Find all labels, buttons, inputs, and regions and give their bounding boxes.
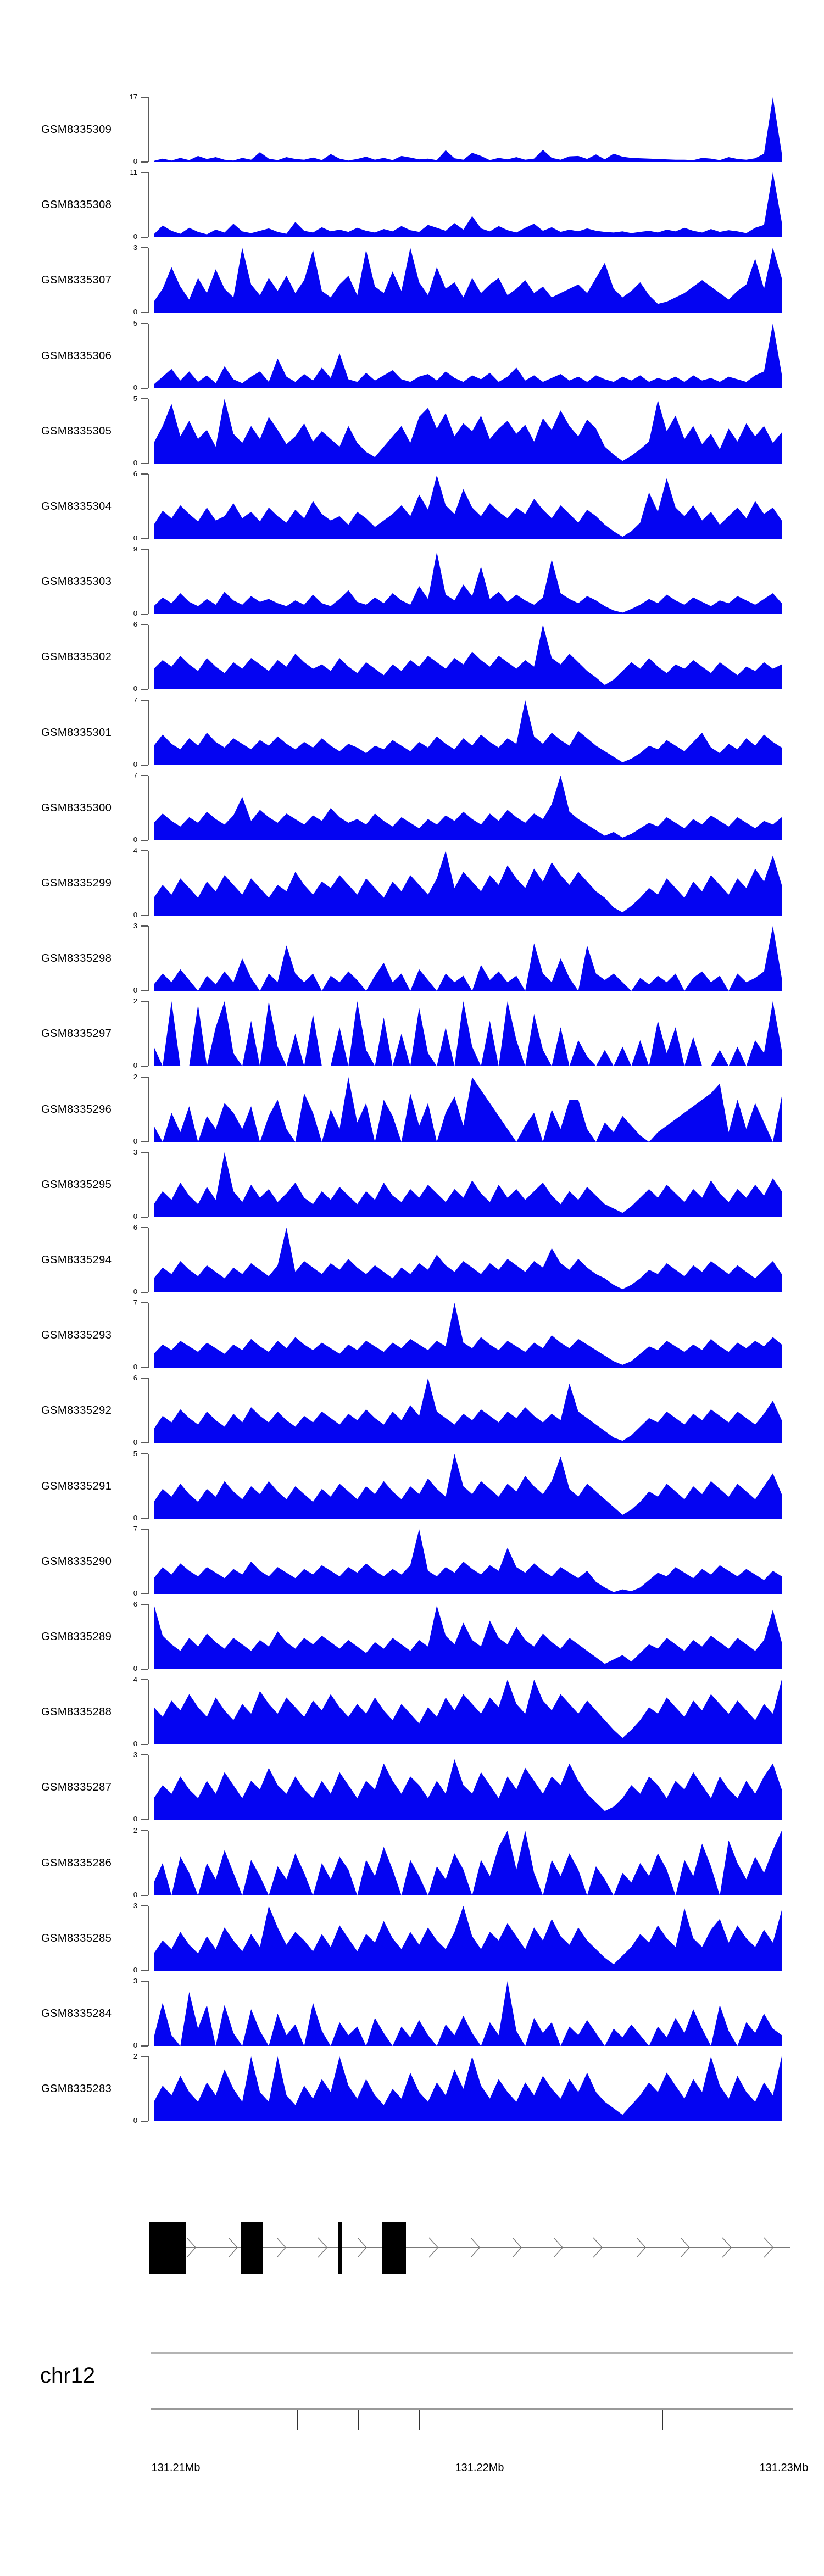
- coverage-track-row: [0, 1298, 824, 1371]
- coverage-track-row: [0, 771, 824, 844]
- sample-label: GSM8335306: [41, 349, 112, 362]
- coverage-track-row: [0, 1750, 824, 1823]
- y-axis-line: [148, 1604, 149, 1669]
- y-axis-zero-tick: [141, 2045, 148, 2047]
- sample-label: GSM8335294: [41, 1253, 112, 1266]
- y-axis-top-tick: [141, 473, 148, 475]
- axis-tick-label: 131.22Mb: [455, 2462, 504, 2474]
- coverage-track-row: [0, 846, 824, 919]
- coverage-area-chart: [154, 1152, 782, 1217]
- y-axis-zero-tick: [141, 388, 148, 389]
- axis-line: [151, 2408, 793, 2410]
- y-axis-line: [148, 1228, 149, 1292]
- sample-label: GSM8335309: [41, 123, 112, 136]
- y-axis-zero-tick: [141, 1217, 148, 1218]
- coverage-track-row: [0, 1826, 824, 1899]
- strand-arrow-icon: [227, 2237, 239, 2259]
- y-axis-top-tick: [141, 398, 148, 399]
- y-axis-zero-label: 0: [133, 1287, 137, 1296]
- sample-label: GSM8335298: [41, 952, 112, 964]
- y-axis-line: [148, 2056, 149, 2121]
- y-axis-line: [148, 851, 149, 916]
- strand-arrow-icon: [356, 2237, 368, 2259]
- strand-arrow-icon: [469, 2237, 481, 2259]
- y-axis-zero-tick: [141, 1442, 148, 1443]
- y-axis-line: [148, 97, 149, 162]
- y-axis-zero-label: 0: [133, 1815, 137, 1823]
- y-axis-max-label: 6: [133, 470, 137, 478]
- coverage-area-chart: [154, 1680, 782, 1744]
- y-axis-max-label: 3: [133, 922, 137, 930]
- y-axis-top-tick: [141, 1378, 148, 1379]
- coverage-track-row: [0, 243, 824, 316]
- coverage-area-chart: [154, 1303, 782, 1368]
- coverage-area-chart: [154, 1604, 782, 1669]
- y-axis-top-tick: [141, 1754, 148, 1755]
- coverage-track-row: [0, 997, 824, 1069]
- y-axis-line: [148, 324, 149, 388]
- y-axis-line: [148, 700, 149, 765]
- axis-minor-tick: [419, 2410, 420, 2430]
- coverage-area-chart: [154, 399, 782, 464]
- y-axis-max-label: 9: [133, 545, 137, 553]
- y-axis-max-label: 3: [133, 243, 137, 252]
- y-axis-max-label: 11: [130, 168, 137, 176]
- y-axis-zero-tick: [141, 1744, 148, 1745]
- y-axis-line: [148, 1755, 149, 1820]
- y-axis-line: [148, 625, 149, 689]
- coverage-area-chart: [154, 625, 782, 689]
- strand-arrow-icon: [679, 2237, 691, 2259]
- coverage-track-row: [0, 1977, 824, 2049]
- y-axis-line: [148, 399, 149, 464]
- coverage-track-row: [0, 2052, 824, 2125]
- y-axis-zero-tick: [141, 2121, 148, 2122]
- y-axis-zero-tick: [141, 915, 148, 916]
- y-axis-max-label: 3: [133, 1750, 137, 1759]
- y-axis-top-tick: [141, 1529, 148, 1530]
- sample-label: GSM8335293: [41, 1329, 112, 1341]
- y-axis-zero-tick: [141, 1895, 148, 1896]
- coverage-track-row: [0, 394, 824, 467]
- coverage-area-chart: [154, 1228, 782, 1292]
- gene-exon: [241, 2222, 263, 2274]
- y-axis-zero-tick: [141, 1669, 148, 1670]
- y-axis-zero-tick: [141, 1367, 148, 1368]
- y-axis-line: [148, 1001, 149, 1066]
- sample-label: GSM8335295: [41, 1178, 112, 1191]
- y-axis-top-tick: [141, 2056, 148, 2057]
- y-axis-line: [148, 474, 149, 539]
- y-axis-max-label: 5: [133, 394, 137, 403]
- sample-label: GSM8335303: [41, 575, 112, 588]
- coverage-area-chart: [154, 248, 782, 313]
- y-axis-top-tick: [141, 247, 148, 248]
- y-axis-line: [148, 172, 149, 237]
- coverage-area-chart: [154, 1831, 782, 1895]
- y-axis-top-tick: [141, 1830, 148, 1831]
- y-axis-zero-tick: [141, 538, 148, 539]
- y-axis-zero-label: 0: [133, 1891, 137, 1899]
- y-axis-max-label: 6: [133, 1600, 137, 1608]
- y-axis-zero-tick: [141, 614, 148, 615]
- sample-label: GSM8335299: [41, 877, 112, 889]
- strand-arrow-icon: [275, 2237, 287, 2259]
- y-axis-top-tick: [141, 925, 148, 927]
- y-axis-line: [148, 776, 149, 840]
- y-axis-top-tick: [141, 1453, 148, 1454]
- gene-exon: [382, 2222, 406, 2274]
- coverage-track-row: [0, 168, 824, 241]
- coverage-track-row: [0, 1449, 824, 1522]
- coverage-area-chart: [154, 1077, 782, 1142]
- y-axis-zero-label: 0: [133, 1137, 137, 1145]
- coverage-area-chart: [154, 97, 782, 162]
- axis-minor-tick: [662, 2410, 663, 2430]
- y-axis-zero-tick: [141, 1292, 148, 1293]
- strand-arrow-icon: [427, 2237, 439, 2259]
- y-axis-max-label: 6: [133, 620, 137, 628]
- strand-arrow-icon: [316, 2237, 329, 2259]
- sample-label: GSM8335287: [41, 1781, 112, 1793]
- y-axis-top-tick: [141, 549, 148, 550]
- y-axis-max-label: 3: [133, 1977, 137, 1985]
- sample-label: GSM8335304: [41, 500, 112, 512]
- y-axis-zero-label: 0: [133, 232, 137, 241]
- coverage-track-row: [0, 319, 824, 392]
- coverage-track-row: [0, 470, 824, 542]
- y-axis-max-label: 17: [129, 93, 137, 101]
- sample-label: GSM8335301: [41, 726, 112, 739]
- y-axis-top-tick: [141, 700, 148, 701]
- coverage-area-chart: [154, 1529, 782, 1594]
- coverage-area-chart: [154, 1454, 782, 1519]
- y-axis-top-tick: [141, 850, 148, 851]
- y-axis-top-tick: [141, 97, 148, 98]
- sample-label: GSM8335302: [41, 650, 112, 663]
- sample-label: GSM8335296: [41, 1103, 112, 1116]
- coverage-track-row: [0, 620, 824, 693]
- chromosome-label: chr12: [40, 2363, 96, 2388]
- y-axis-top-tick: [141, 323, 148, 324]
- coverage-area-chart: [154, 926, 782, 991]
- coverage-area-chart: [154, 851, 782, 916]
- y-axis-zero-label: 0: [133, 1589, 137, 1597]
- sample-label: GSM8335286: [41, 1856, 112, 1869]
- y-axis-zero-label: 0: [133, 383, 137, 392]
- strand-arrow-icon: [592, 2237, 604, 2259]
- y-axis-zero-tick: [141, 1141, 148, 1142]
- y-axis-line: [148, 248, 149, 313]
- coverage-area-chart: [154, 1906, 782, 1971]
- y-axis-zero-label: 0: [133, 459, 137, 467]
- gene-exon: [338, 2222, 342, 2274]
- y-axis-max-label: 3: [133, 1148, 137, 1156]
- coverage-area-chart: [154, 474, 782, 539]
- y-axis-line: [148, 1529, 149, 1594]
- strand-arrow-icon: [185, 2237, 197, 2259]
- sample-label: GSM8335285: [41, 1932, 112, 1944]
- y-axis-top-tick: [141, 1604, 148, 1605]
- y-axis-line: [148, 1152, 149, 1217]
- coverage-area-chart: [154, 549, 782, 614]
- sample-label: GSM8335289: [41, 1630, 112, 1643]
- y-axis-top-tick: [141, 1152, 148, 1153]
- y-axis-top-tick: [141, 775, 148, 776]
- y-axis-zero-tick: [141, 765, 148, 766]
- y-axis-max-label: 2: [133, 1073, 137, 1081]
- coverage-track-row: [0, 1223, 824, 1296]
- y-axis-line: [148, 1378, 149, 1443]
- y-axis-zero-tick: [141, 161, 148, 163]
- coverage-track-row: [0, 1902, 824, 1974]
- y-axis-top-tick: [141, 1905, 148, 1906]
- y-axis-zero-tick: [141, 689, 148, 690]
- y-axis-line: [148, 1454, 149, 1519]
- y-axis-max-label: 7: [133, 696, 137, 704]
- coverage-area-chart: [154, 776, 782, 840]
- coverage-track-row: [0, 1374, 824, 1446]
- y-axis-max-label: 2: [133, 1826, 137, 1835]
- y-axis-top-tick: [141, 172, 148, 173]
- y-axis-zero-label: 0: [133, 534, 137, 542]
- coverage-track-row: [0, 1600, 824, 1672]
- coverage-area-chart: [154, 1001, 782, 1066]
- y-axis-top-tick: [141, 1077, 148, 1078]
- coverage-area-chart: [154, 1378, 782, 1443]
- y-axis-line: [148, 1077, 149, 1142]
- coverage-track-row: [0, 1073, 824, 1145]
- y-axis-line: [148, 1831, 149, 1895]
- y-axis-zero-tick: [141, 312, 148, 313]
- sample-label: GSM8335291: [41, 1480, 112, 1492]
- axis-minor-tick: [297, 2410, 298, 2430]
- y-axis-zero-label: 0: [133, 157, 137, 165]
- y-axis-zero-label: 0: [133, 609, 137, 617]
- gene-exon: [149, 2222, 186, 2274]
- sample-label: GSM8335283: [41, 2082, 112, 2095]
- axis-minor-tick: [358, 2410, 359, 2430]
- axis-tick-label: 131.23Mb: [759, 2462, 809, 2474]
- y-axis-line: [148, 1680, 149, 1744]
- y-axis-max-label: 2: [133, 997, 137, 1005]
- coverage-area-chart: [154, 1981, 782, 2046]
- coverage-track-row: [0, 93, 824, 165]
- y-axis-zero-label: 0: [133, 760, 137, 768]
- y-axis-zero-label: 0: [133, 684, 137, 693]
- y-axis-zero-tick: [141, 1593, 148, 1594]
- y-axis-zero-tick: [141, 1819, 148, 1820]
- y-axis-max-label: 6: [133, 1374, 137, 1382]
- y-axis-max-label: 3: [133, 1902, 137, 1910]
- coverage-area-chart: [154, 1755, 782, 1820]
- coverage-track-row: [0, 1675, 824, 1748]
- y-axis-zero-tick: [141, 237, 148, 238]
- y-axis-max-label: 5: [133, 1449, 137, 1458]
- y-axis-max-label: 7: [133, 1525, 137, 1533]
- coverage-area-chart: [154, 2056, 782, 2121]
- y-axis-top-tick: [141, 1679, 148, 1680]
- sample-label: GSM8335290: [41, 1555, 112, 1568]
- y-axis-max-label: 4: [133, 846, 137, 855]
- y-axis-top-tick: [141, 1001, 148, 1002]
- y-axis-top-tick: [141, 1981, 148, 1982]
- coverage-track-row: [0, 1148, 824, 1220]
- y-axis-top-tick: [141, 1302, 148, 1303]
- y-axis-zero-label: 0: [133, 1514, 137, 1522]
- coverage-track-row: [0, 922, 824, 994]
- strand-arrow-icon: [552, 2237, 564, 2259]
- y-axis-zero-label: 0: [133, 911, 137, 919]
- axis-tick-label: 131.21Mb: [151, 2462, 201, 2474]
- y-axis-zero-label: 0: [133, 308, 137, 316]
- y-axis-top-tick: [141, 624, 148, 625]
- y-axis-max-label: 4: [133, 1675, 137, 1683]
- sample-label: GSM8335305: [41, 425, 112, 437]
- coverage-area-chart: [154, 700, 782, 765]
- y-axis-line: [148, 926, 149, 991]
- sample-label: GSM8335284: [41, 2007, 112, 2020]
- y-axis-zero-label: 0: [133, 1664, 137, 1672]
- coverage-area-chart: [154, 324, 782, 388]
- sample-label: GSM8335307: [41, 274, 112, 286]
- sample-label: GSM8335297: [41, 1027, 112, 1040]
- separator-line: [151, 2352, 793, 2354]
- y-axis-zero-label: 0: [133, 1061, 137, 1069]
- y-axis-zero-label: 0: [133, 1438, 137, 1446]
- strand-arrow-icon: [511, 2237, 523, 2259]
- y-axis-top-tick: [141, 1227, 148, 1228]
- y-axis-zero-tick: [141, 990, 148, 991]
- y-axis-max-label: 6: [133, 1223, 137, 1231]
- coverage-track-row: [0, 696, 824, 768]
- y-axis-zero-label: 0: [133, 835, 137, 844]
- y-axis-line: [148, 1303, 149, 1368]
- y-axis-zero-label: 0: [133, 1739, 137, 1748]
- coverage-track-row: [0, 1525, 824, 1597]
- y-axis-zero-label: 0: [133, 1363, 137, 1371]
- y-axis-line: [148, 1981, 149, 2046]
- sample-label: GSM8335288: [41, 1705, 112, 1718]
- y-axis-max-label: 5: [133, 319, 137, 327]
- coverage-track-row: [0, 545, 824, 617]
- y-axis-zero-tick: [141, 1518, 148, 1519]
- y-axis-zero-tick: [141, 1066, 148, 1067]
- sample-label: GSM8335300: [41, 801, 112, 814]
- y-axis-max-label: 7: [133, 1298, 137, 1307]
- y-axis-zero-label: 0: [133, 2041, 137, 2049]
- y-axis-max-label: 7: [133, 771, 137, 779]
- y-axis-zero-tick: [141, 1970, 148, 1971]
- sample-label: GSM8335308: [41, 198, 112, 211]
- y-axis-zero-label: 0: [133, 986, 137, 994]
- y-axis-line: [148, 1906, 149, 1971]
- strand-arrow-icon: [762, 2237, 775, 2259]
- y-axis-max-label: 2: [133, 2052, 137, 2060]
- y-axis-line: [148, 549, 149, 614]
- y-axis-zero-label: 0: [133, 1212, 137, 1220]
- strand-arrow-icon: [635, 2237, 647, 2259]
- strand-arrow-icon: [721, 2237, 733, 2259]
- y-axis-zero-label: 0: [133, 2116, 137, 2125]
- y-axis-zero-tick: [141, 463, 148, 464]
- y-axis-zero-tick: [141, 840, 148, 841]
- sample-label: GSM8335292: [41, 1404, 112, 1417]
- coverage-area-chart: [154, 172, 782, 237]
- y-axis-zero-label: 0: [133, 1966, 137, 1974]
